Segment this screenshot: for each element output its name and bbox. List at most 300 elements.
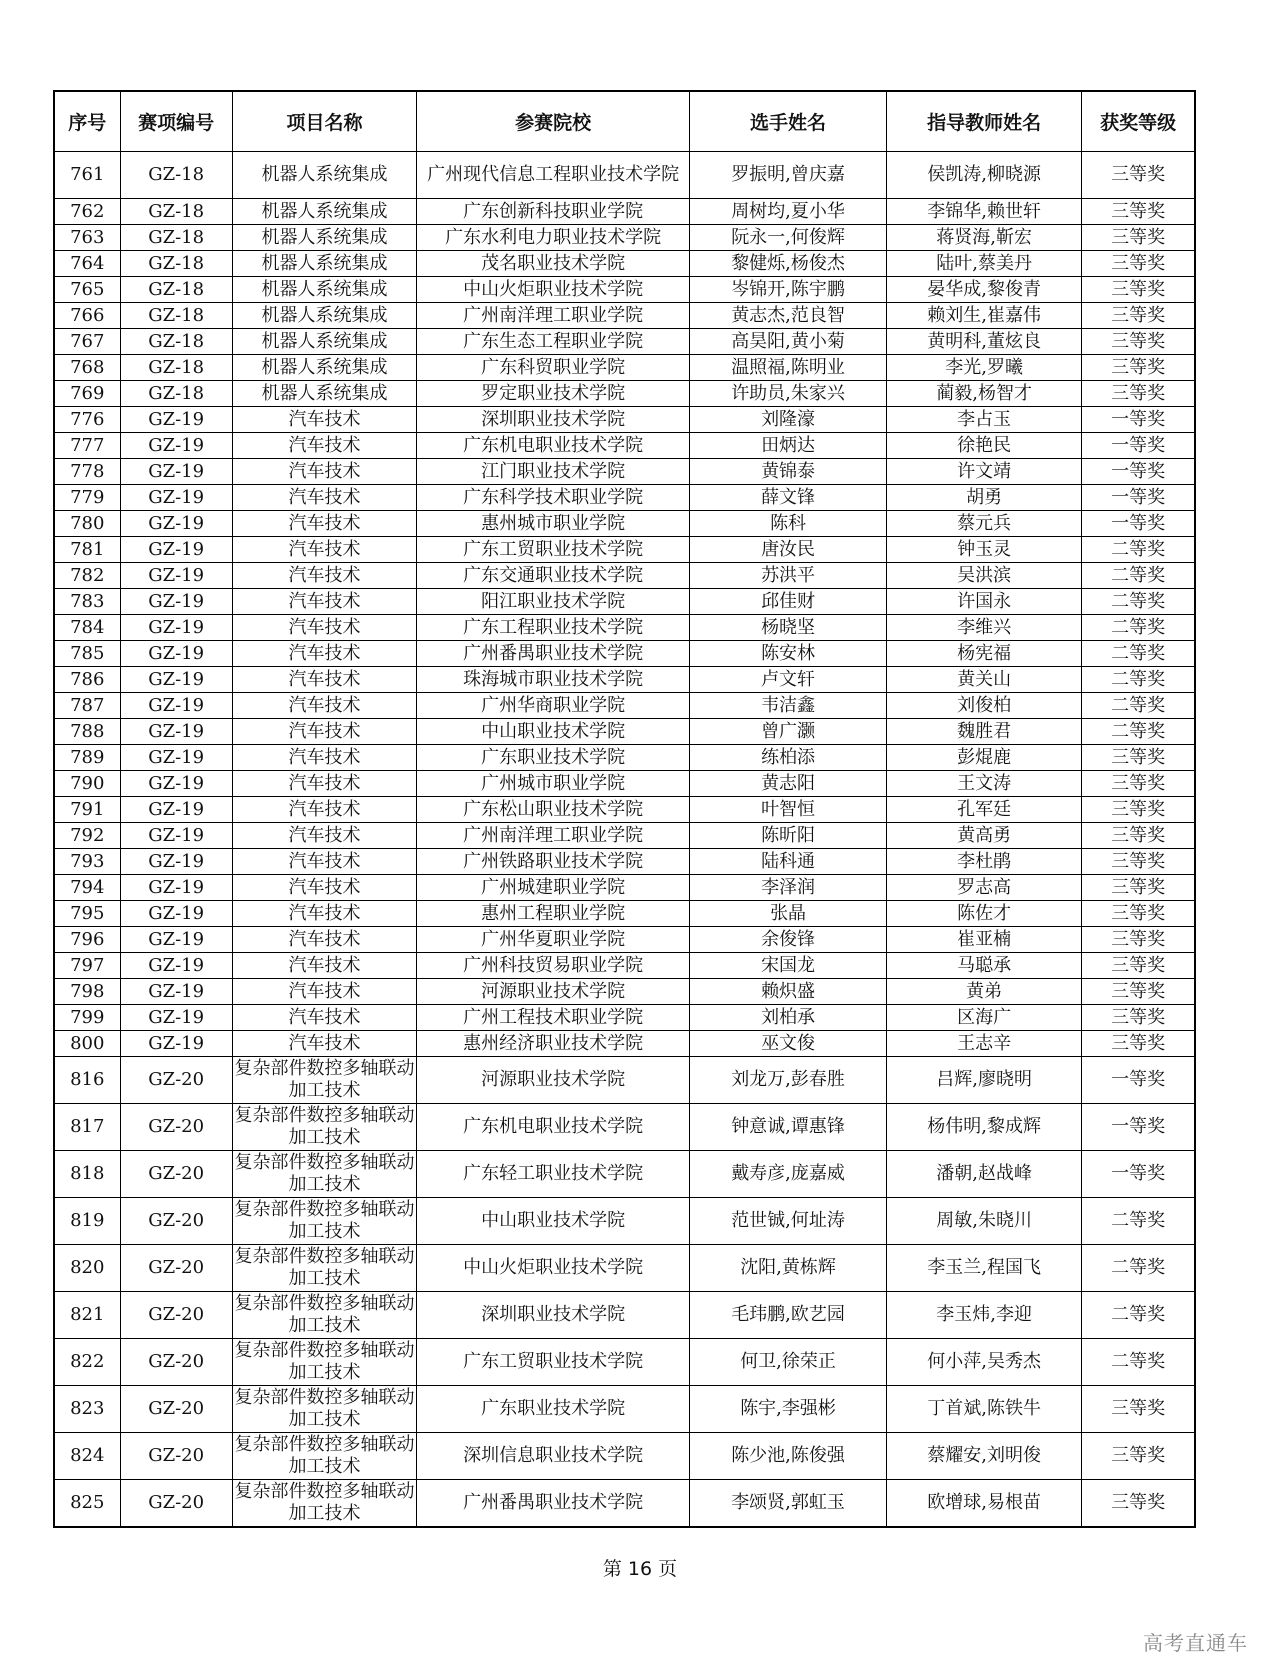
cell-contestants: 何卫,徐荣正 [689, 1339, 886, 1386]
cell-project-name: 汽车技术 [232, 693, 417, 719]
table-row [54, 1339, 1195, 1386]
cell-instructors: 吕辉,廖晓明 [887, 1057, 1082, 1104]
table-row [54, 1433, 1195, 1480]
cell-school: 广州铁路职业技术学院 [417, 849, 690, 875]
cell-project-name: 复杂部件数控多轴联动加工技术 [232, 1245, 417, 1292]
cell-index: 791 [54, 797, 120, 823]
cell-event-code: GZ-19 [120, 537, 232, 563]
cell-instructors: 徐艳民 [887, 433, 1082, 459]
cell-instructors: 彭焜鹿 [887, 745, 1082, 771]
cell-school: 广东交通职业技术学院 [417, 563, 690, 589]
cell-contestants: 毛玮鹏,欧艺园 [689, 1292, 886, 1339]
cell-index: 763 [54, 225, 120, 251]
header-instructors: 指导教师姓名 [887, 91, 1082, 152]
header-contestants: 选手姓名 [689, 91, 886, 152]
table-row [54, 927, 1195, 953]
cell-award-level: 三等奖 [1082, 303, 1195, 329]
cell-contestants: 曾广灏 [689, 719, 886, 745]
cell-instructors: 欧增球,易根苗 [887, 1480, 1082, 1528]
cell-instructors: 周敏,朱晓川 [887, 1198, 1082, 1245]
cell-event-code: GZ-19 [120, 875, 232, 901]
cell-project-name: 汽车技术 [232, 537, 417, 563]
cell-school: 惠州城市职业学院 [417, 511, 690, 537]
cell-index: 764 [54, 251, 120, 277]
cell-school: 广东生态工程职业学院 [417, 329, 690, 355]
cell-school: 广东工贸职业技术学院 [417, 537, 690, 563]
cell-contestants: 黄锦泰 [689, 459, 886, 485]
cell-contestants: 薛文锋 [689, 485, 886, 511]
cell-project-name: 汽车技术 [232, 953, 417, 979]
cell-event-code: GZ-19 [120, 693, 232, 719]
cell-instructors: 区海广 [887, 1005, 1082, 1031]
table-row [54, 745, 1195, 771]
cell-project-name: 汽车技术 [232, 407, 417, 433]
header-index: 序号 [54, 91, 120, 152]
cell-instructors: 李占玉 [887, 407, 1082, 433]
cell-instructors: 孔军廷 [887, 797, 1082, 823]
table-row [54, 225, 1195, 251]
cell-school: 河源职业技术学院 [417, 979, 690, 1005]
cell-project-name: 复杂部件数控多轴联动加工技术 [232, 1104, 417, 1151]
cell-school: 广东创新科技职业学院 [417, 199, 690, 225]
table-row [54, 1245, 1195, 1292]
cell-index: 788 [54, 719, 120, 745]
cell-event-code: GZ-20 [120, 1245, 232, 1292]
table-row [54, 277, 1195, 303]
cell-school: 广东机电职业技术学院 [417, 1104, 690, 1151]
cell-event-code: GZ-19 [120, 589, 232, 615]
cell-event-code: GZ-18 [120, 251, 232, 277]
cell-instructors: 罗志高 [887, 875, 1082, 901]
table-row [54, 719, 1195, 745]
table-row [54, 1292, 1195, 1339]
cell-school: 深圳信息职业技术学院 [417, 1433, 690, 1480]
cell-school: 茂名职业技术学院 [417, 251, 690, 277]
cell-event-code: GZ-19 [120, 641, 232, 667]
cell-contestants: 周树均,夏小华 [689, 199, 886, 225]
table-row [54, 199, 1195, 225]
cell-contestants: 罗振明,曾庆嘉 [689, 152, 886, 199]
cell-project-name: 汽车技术 [232, 927, 417, 953]
table-row [54, 589, 1195, 615]
cell-project-name: 复杂部件数控多轴联动加工技术 [232, 1292, 417, 1339]
cell-school: 广州华夏职业学院 [417, 927, 690, 953]
cell-instructors: 钟玉灵 [887, 537, 1082, 563]
cell-school: 广东职业技术学院 [417, 745, 690, 771]
cell-award-level: 一等奖 [1082, 1151, 1195, 1198]
cell-award-level: 三等奖 [1082, 771, 1195, 797]
cell-contestants: 陆科通 [689, 849, 886, 875]
cell-school: 广东水利电力职业技术学院 [417, 225, 690, 251]
cell-award-level: 三等奖 [1082, 355, 1195, 381]
page-number: 第 16 页 [602, 1558, 678, 1580]
cell-instructors: 蔡元兵 [887, 511, 1082, 537]
cell-school: 广东工程职业技术学院 [417, 615, 690, 641]
cell-event-code: GZ-20 [120, 1057, 232, 1104]
table-row [54, 979, 1195, 1005]
table-row [54, 771, 1195, 797]
cell-project-name: 汽车技术 [232, 589, 417, 615]
cell-event-code: GZ-20 [120, 1104, 232, 1151]
cell-project-name: 汽车技术 [232, 433, 417, 459]
cell-award-level: 二等奖 [1082, 667, 1195, 693]
cell-index: 819 [54, 1198, 120, 1245]
cell-index: 787 [54, 693, 120, 719]
cell-event-code: GZ-18 [120, 381, 232, 407]
cell-project-name: 汽车技术 [232, 797, 417, 823]
cell-index: 823 [54, 1386, 120, 1433]
cell-project-name: 复杂部件数控多轴联动加工技术 [232, 1339, 417, 1386]
cell-index: 782 [54, 563, 120, 589]
cell-instructors: 黄明科,董炫良 [887, 329, 1082, 355]
cell-project-name: 汽车技术 [232, 875, 417, 901]
cell-index: 816 [54, 1057, 120, 1104]
cell-project-name: 汽车技术 [232, 849, 417, 875]
cell-award-level: 三等奖 [1082, 901, 1195, 927]
cell-school: 江门职业技术学院 [417, 459, 690, 485]
cell-project-name: 汽车技术 [232, 719, 417, 745]
cell-school: 广东职业技术学院 [417, 1386, 690, 1433]
cell-index: 789 [54, 745, 120, 771]
cell-contestants: 陈科 [689, 511, 886, 537]
cell-instructors: 侯凯涛,柳晓源 [887, 152, 1082, 199]
cell-school: 中山火炬职业技术学院 [417, 277, 690, 303]
cell-event-code: GZ-20 [120, 1198, 232, 1245]
table-row [54, 407, 1195, 433]
cell-award-level: 三等奖 [1082, 797, 1195, 823]
cell-award-level: 三等奖 [1082, 199, 1195, 225]
cell-contestants: 赖炽盛 [689, 979, 886, 1005]
cell-instructors: 蔡耀安,刘明俊 [887, 1433, 1082, 1480]
cell-index: 825 [54, 1480, 120, 1528]
cell-project-name: 复杂部件数控多轴联动加工技术 [232, 1433, 417, 1480]
cell-index: 794 [54, 875, 120, 901]
cell-project-name: 机器人系统集成 [232, 225, 417, 251]
cell-award-level: 三等奖 [1082, 849, 1195, 875]
table-row [54, 849, 1195, 875]
cell-instructors: 陈佐才 [887, 901, 1082, 927]
cell-school: 广州华商职业学院 [417, 693, 690, 719]
cell-instructors: 李光,罗曦 [887, 355, 1082, 381]
cell-project-name: 汽车技术 [232, 745, 417, 771]
cell-contestants: 张晶 [689, 901, 886, 927]
cell-contestants: 杨晓坚 [689, 615, 886, 641]
cell-contestants: 陈少池,陈俊强 [689, 1433, 886, 1480]
table-row [54, 303, 1195, 329]
cell-school: 广东工贸职业技术学院 [417, 1339, 690, 1386]
cell-index: 821 [54, 1292, 120, 1339]
cell-contestants: 巫文俊 [689, 1031, 886, 1057]
cell-award-level: 三等奖 [1082, 823, 1195, 849]
cell-event-code: GZ-20 [120, 1151, 232, 1198]
cell-instructors: 许文靖 [887, 459, 1082, 485]
table-row [54, 355, 1195, 381]
cell-project-name: 汽车技术 [232, 823, 417, 849]
cell-contestants: 黄志杰,范良智 [689, 303, 886, 329]
table-row [54, 1151, 1195, 1198]
cell-event-code: GZ-19 [120, 719, 232, 745]
cell-event-code: GZ-19 [120, 511, 232, 537]
cell-index: 795 [54, 901, 120, 927]
cell-event-code: GZ-19 [120, 615, 232, 641]
cell-event-code: GZ-19 [120, 1005, 232, 1031]
table-row [54, 433, 1195, 459]
table-row [54, 953, 1195, 979]
cell-instructors: 丁首斌,陈铁牛 [887, 1386, 1082, 1433]
cell-school: 广东轻工职业技术学院 [417, 1151, 690, 1198]
cell-event-code: GZ-19 [120, 433, 232, 459]
cell-contestants: 李泽润 [689, 875, 886, 901]
table-row [54, 537, 1195, 563]
cell-project-name: 复杂部件数控多轴联动加工技术 [232, 1057, 417, 1104]
cell-contestants: 练柏添 [689, 745, 886, 771]
cell-contestants: 邱佳财 [689, 589, 886, 615]
table-row [54, 563, 1195, 589]
cell-project-name: 汽车技术 [232, 667, 417, 693]
cell-index: 790 [54, 771, 120, 797]
cell-index: 784 [54, 615, 120, 641]
cell-award-level: 二等奖 [1082, 719, 1195, 745]
cell-index: 761 [54, 152, 120, 199]
cell-contestants: 刘龙万,彭春胜 [689, 1057, 886, 1104]
cell-school: 珠海城市职业技术学院 [417, 667, 690, 693]
cell-project-name: 机器人系统集成 [232, 381, 417, 407]
cell-school: 广州工程技术职业学院 [417, 1005, 690, 1031]
cell-contestants: 刘隆濠 [689, 407, 886, 433]
cell-event-code: GZ-19 [120, 667, 232, 693]
table-row [54, 1005, 1195, 1031]
table-row [54, 1104, 1195, 1151]
cell-project-name: 汽车技术 [232, 1031, 417, 1057]
cell-instructors: 晏华成,黎俊青 [887, 277, 1082, 303]
cell-award-level: 三等奖 [1082, 277, 1195, 303]
cell-event-code: GZ-19 [120, 849, 232, 875]
cell-instructors: 魏胜君 [887, 719, 1082, 745]
cell-award-level: 三等奖 [1082, 1433, 1195, 1480]
table-row [54, 797, 1195, 823]
cell-project-name: 汽车技术 [232, 1005, 417, 1031]
cell-award-level: 一等奖 [1082, 433, 1195, 459]
cell-project-name: 复杂部件数控多轴联动加工技术 [232, 1480, 417, 1528]
table-row [54, 511, 1195, 537]
cell-index: 781 [54, 537, 120, 563]
cell-school: 广州现代信息工程职业技术学院 [417, 152, 690, 199]
table-row [54, 251, 1195, 277]
cell-contestants: 戴寿彦,庞嘉威 [689, 1151, 886, 1198]
cell-project-name: 机器人系统集成 [232, 277, 417, 303]
cell-contestants: 卢文轩 [689, 667, 886, 693]
cell-index: 786 [54, 667, 120, 693]
cell-school: 惠州工程职业学院 [417, 901, 690, 927]
cell-event-code: GZ-19 [120, 407, 232, 433]
cell-instructors: 吴洪滨 [887, 563, 1082, 589]
cell-event-code: GZ-18 [120, 152, 232, 199]
cell-index: 776 [54, 407, 120, 433]
watermark: 高考直通车 [1143, 1631, 1248, 1655]
cell-event-code: GZ-20 [120, 1292, 232, 1339]
cell-event-code: GZ-20 [120, 1433, 232, 1480]
cell-event-code: GZ-19 [120, 823, 232, 849]
cell-award-level: 一等奖 [1082, 511, 1195, 537]
cell-award-level: 一等奖 [1082, 407, 1195, 433]
cell-instructors: 马聪承 [887, 953, 1082, 979]
cell-project-name: 汽车技术 [232, 459, 417, 485]
cell-contestants: 许助员,朱家兴 [689, 381, 886, 407]
cell-project-name: 机器人系统集成 [232, 251, 417, 277]
cell-contestants: 阮永一,何俊辉 [689, 225, 886, 251]
cell-school: 广州城市职业学院 [417, 771, 690, 797]
cell-award-level: 三等奖 [1082, 225, 1195, 251]
cell-contestants: 岑锦开,陈宇鹏 [689, 277, 886, 303]
cell-school: 深圳职业技术学院 [417, 1292, 690, 1339]
cell-award-level: 三等奖 [1082, 1005, 1195, 1031]
cell-instructors: 李维兴 [887, 615, 1082, 641]
cell-award-level: 三等奖 [1082, 1480, 1195, 1528]
cell-school: 广东机电职业技术学院 [417, 433, 690, 459]
cell-event-code: GZ-19 [120, 485, 232, 511]
cell-index: 778 [54, 459, 120, 485]
cell-index: 818 [54, 1151, 120, 1198]
cell-instructors: 何小萍,吴秀杰 [887, 1339, 1082, 1386]
table-row [54, 667, 1195, 693]
cell-project-name: 汽车技术 [232, 615, 417, 641]
cell-award-level: 三等奖 [1082, 927, 1195, 953]
table-row [54, 459, 1195, 485]
cell-contestants: 刘柏承 [689, 1005, 886, 1031]
cell-instructors: 胡勇 [887, 485, 1082, 511]
cell-school: 中山职业技术学院 [417, 1198, 690, 1245]
cell-index: 793 [54, 849, 120, 875]
awards-table [53, 90, 1196, 1528]
cell-award-level: 二等奖 [1082, 563, 1195, 589]
cell-instructors: 蔺毅,杨智才 [887, 381, 1082, 407]
table-row [54, 641, 1195, 667]
cell-project-name: 汽车技术 [232, 771, 417, 797]
cell-contestants: 高昊阳,黄小菊 [689, 329, 886, 355]
table-row [54, 1386, 1195, 1433]
cell-event-code: GZ-18 [120, 355, 232, 381]
cell-contestants: 李颂贤,郭虹玉 [689, 1480, 886, 1528]
cell-school: 广州南洋理工职业学院 [417, 303, 690, 329]
cell-index: 800 [54, 1031, 120, 1057]
cell-award-level: 一等奖 [1082, 1057, 1195, 1104]
table-row [54, 615, 1195, 641]
cell-contestants: 苏洪平 [689, 563, 886, 589]
cell-instructors: 李玉炜,李迎 [887, 1292, 1082, 1339]
cell-school: 广州番禺职业技术学院 [417, 1480, 690, 1528]
cell-index: 798 [54, 979, 120, 1005]
cell-instructors: 崔亚楠 [887, 927, 1082, 953]
cell-index: 783 [54, 589, 120, 615]
cell-event-code: GZ-19 [120, 771, 232, 797]
cell-project-name: 汽车技术 [232, 485, 417, 511]
cell-award-level: 三等奖 [1082, 1386, 1195, 1433]
cell-contestants: 宋国龙 [689, 953, 886, 979]
cell-event-code: GZ-18 [120, 225, 232, 251]
cell-instructors: 王文涛 [887, 771, 1082, 797]
cell-index: 767 [54, 329, 120, 355]
cell-school: 惠州经济职业技术学院 [417, 1031, 690, 1057]
cell-event-code: GZ-20 [120, 1386, 232, 1433]
cell-contestants: 唐汝民 [689, 537, 886, 563]
table-row [54, 1031, 1195, 1057]
cell-index: 796 [54, 927, 120, 953]
cell-instructors: 黄高勇 [887, 823, 1082, 849]
cell-index: 765 [54, 277, 120, 303]
table-row [54, 485, 1195, 511]
table-header-row [54, 91, 1195, 152]
cell-index: 817 [54, 1104, 120, 1151]
cell-instructors: 潘朝,赵战峰 [887, 1151, 1082, 1198]
cell-award-level: 二等奖 [1082, 1198, 1195, 1245]
cell-event-code: GZ-20 [120, 1339, 232, 1386]
table-row [54, 152, 1195, 199]
cell-school: 广州城建职业学院 [417, 875, 690, 901]
cell-contestants: 陈宇,李强彬 [689, 1386, 886, 1433]
cell-contestants: 沈阳,黄栋辉 [689, 1245, 886, 1292]
cell-instructors: 黄弟 [887, 979, 1082, 1005]
table-row [54, 1198, 1195, 1245]
cell-school: 中山职业技术学院 [417, 719, 690, 745]
cell-award-level: 三等奖 [1082, 953, 1195, 979]
cell-instructors: 李锦华,赖世轩 [887, 199, 1082, 225]
cell-instructors: 王志辛 [887, 1031, 1082, 1057]
cell-award-level: 一等奖 [1082, 1104, 1195, 1151]
cell-award-level: 二等奖 [1082, 615, 1195, 641]
cell-project-name: 汽车技术 [232, 901, 417, 927]
cell-index: 822 [54, 1339, 120, 1386]
cell-instructors: 杨伟明,黎成辉 [887, 1104, 1082, 1151]
cell-school: 阳江职业技术学院 [417, 589, 690, 615]
cell-award-level: 二等奖 [1082, 1245, 1195, 1292]
cell-index: 799 [54, 1005, 120, 1031]
cell-index: 785 [54, 641, 120, 667]
cell-contestants: 陈昕阳 [689, 823, 886, 849]
cell-contestants: 余俊锋 [689, 927, 886, 953]
cell-project-name: 汽车技术 [232, 563, 417, 589]
cell-project-name: 机器人系统集成 [232, 329, 417, 355]
table-row [54, 329, 1195, 355]
cell-contestants: 陈安林 [689, 641, 886, 667]
cell-school: 广东科贸职业学院 [417, 355, 690, 381]
cell-school: 广州番禺职业技术学院 [417, 641, 690, 667]
cell-project-name: 汽车技术 [232, 979, 417, 1005]
cell-instructors: 黄关山 [887, 667, 1082, 693]
cell-event-code: GZ-18 [120, 329, 232, 355]
cell-index: 766 [54, 303, 120, 329]
cell-award-level: 三等奖 [1082, 329, 1195, 355]
header-project-name: 项目名称 [232, 91, 417, 152]
table-row [54, 381, 1195, 407]
table-row [54, 901, 1195, 927]
cell-award-level: 二等奖 [1082, 537, 1195, 563]
cell-index: 780 [54, 511, 120, 537]
cell-event-code: GZ-18 [120, 199, 232, 225]
header-school: 参赛院校 [417, 91, 690, 152]
cell-project-name: 复杂部件数控多轴联动加工技术 [232, 1151, 417, 1198]
cell-school: 广州科技贸易职业学院 [417, 953, 690, 979]
table-row [54, 1057, 1195, 1104]
cell-event-code: GZ-19 [120, 459, 232, 485]
cell-school: 广州南洋理工职业学院 [417, 823, 690, 849]
cell-event-code: GZ-18 [120, 277, 232, 303]
cell-school: 中山火炬职业技术学院 [417, 1245, 690, 1292]
cell-award-level: 二等奖 [1082, 1292, 1195, 1339]
cell-index: 797 [54, 953, 120, 979]
cell-event-code: GZ-19 [120, 563, 232, 589]
cell-school: 广东科学技术职业学院 [417, 485, 690, 511]
cell-contestants: 温照福,陈明业 [689, 355, 886, 381]
